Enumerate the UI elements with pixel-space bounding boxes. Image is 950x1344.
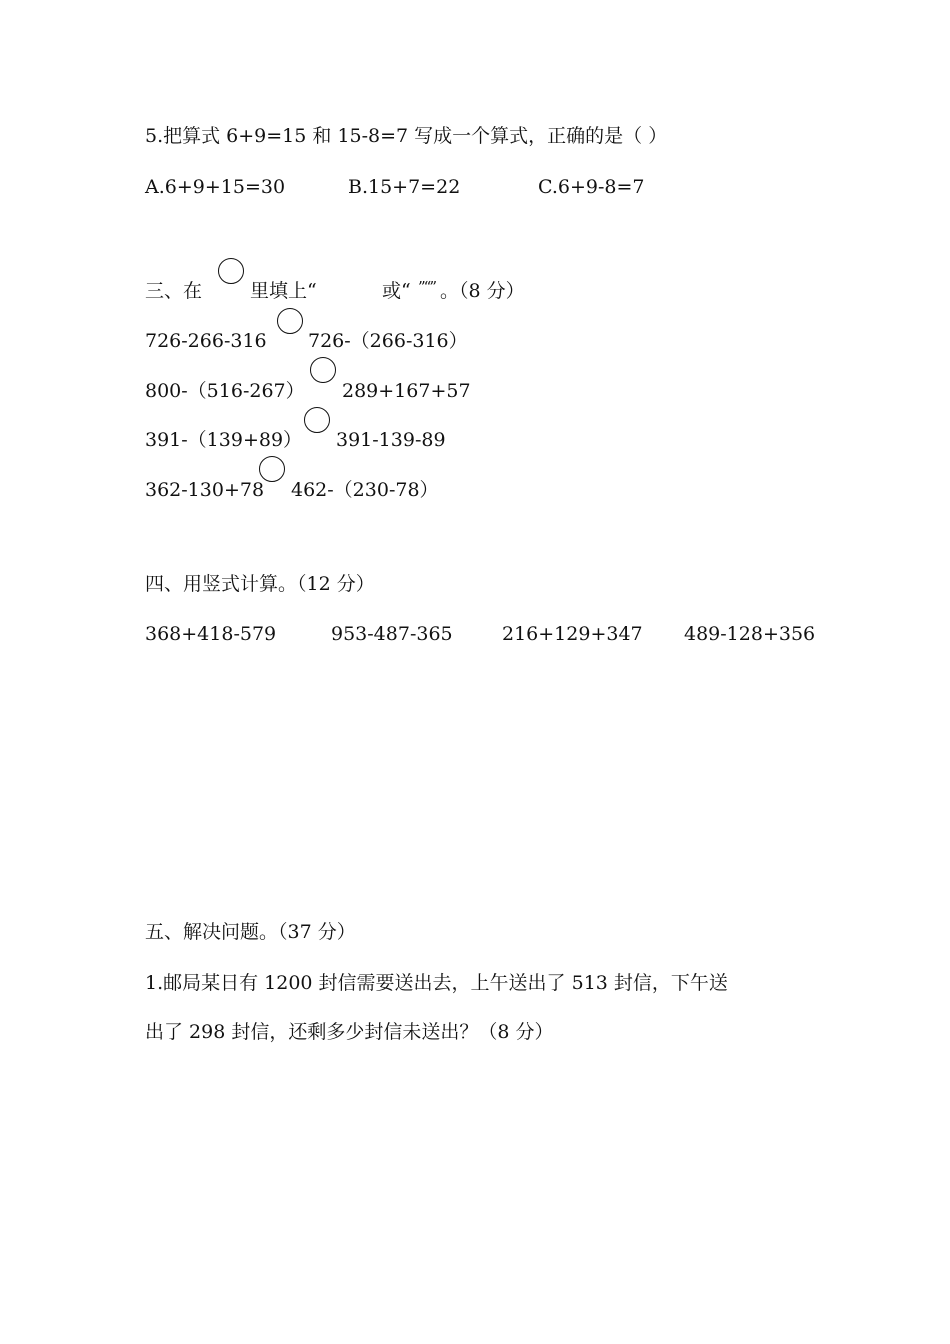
compare-right-4: 462-（230-78） (291, 479, 439, 501)
section3-title-mid: 里填上“ (250, 280, 317, 302)
section5-q1-line2: 出了 298 封信，还剩多少封信未送出？（8 分） (145, 1021, 554, 1043)
calc-problem-1: 368+418-579 (145, 623, 277, 645)
compare-left-4: 362-130+78 (145, 479, 265, 501)
compare-left-1: 726-266-316 (145, 330, 267, 352)
compare-circle-1[interactable] (277, 308, 303, 334)
q5-option-a[interactable]: A.6+9+15=30 (145, 176, 286, 198)
section3-title-suffix: 。（8 分） (440, 280, 525, 302)
compare-left-2: 800-（516-267） (145, 380, 305, 402)
compare-circle-4[interactable] (259, 456, 285, 482)
q5-option-c[interactable]: C.6+9-8=7 (538, 176, 645, 198)
calc-problem-3: 216+129+347 (502, 623, 643, 645)
section5-q1-line1: 1.邮局某日有 1200 封信需要送出去，上午送出了 513 封信，下午送 (145, 972, 728, 994)
q5-option-b[interactable]: B.15+7=22 (348, 176, 461, 198)
section5-title: 五、解决问题。（37 分） (145, 921, 356, 943)
section4-title: 四、用竖式计算。（12 分） (145, 573, 375, 595)
calc-problem-2: 953-487-365 (331, 623, 453, 645)
compare-circle-2[interactable] (310, 357, 336, 383)
compare-left-3: 391-（139+89） (145, 429, 303, 451)
section3-title-prefix: 三、在 (145, 280, 203, 302)
compare-circle-3[interactable] (304, 407, 330, 433)
q5-text: 5.把算式 6+9=15 和 15-8=7 写成一个算式，正确的是（ ） (145, 125, 668, 147)
blank-circle-icon (218, 258, 244, 284)
calc-problem-4: 489-128+356 (684, 623, 816, 645)
section3-title-or: 或“ (382, 280, 411, 302)
section3-title-symbols: ”“” (418, 278, 436, 296)
compare-right-3: 391-139-89 (336, 429, 446, 451)
compare-right-1: 726-（266-316） (308, 330, 468, 352)
compare-right-2: 289+167+57 (342, 380, 471, 402)
